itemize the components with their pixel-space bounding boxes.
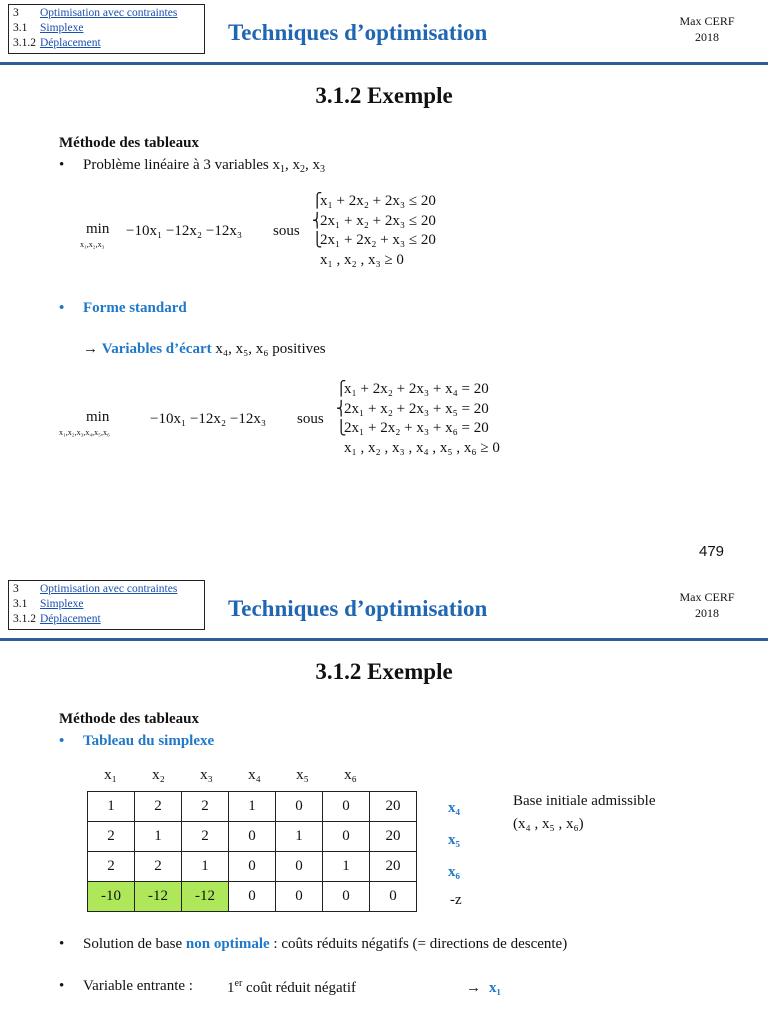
slide-heading: 3.1.2 Exemple bbox=[315, 83, 453, 108]
col-header: x₁ bbox=[104, 767, 117, 783]
constraint-brace: ⎧ ⎨ ⎩ bbox=[312, 194, 323, 248]
simplex-tableau bbox=[87, 791, 417, 912]
table-cell: 1 bbox=[88, 792, 135, 822]
arrow: → bbox=[466, 980, 481, 996]
table-cell-negative-cost: -12 bbox=[182, 882, 229, 912]
table-cell: 0 bbox=[229, 852, 276, 882]
table-cell: 1 bbox=[135, 822, 182, 852]
table-cell: 0 bbox=[323, 822, 370, 852]
variables-ecart-line: → Variables d’écart x₄, x₅, x₆ positives bbox=[83, 341, 326, 357]
author-name: Max CERF bbox=[679, 14, 735, 28]
entrante-variable: x₁ bbox=[489, 980, 501, 996]
table-row bbox=[88, 822, 417, 852]
table-row bbox=[88, 792, 417, 822]
table-cell: 2 bbox=[135, 792, 182, 822]
section-title: Méthode des tableaux bbox=[59, 135, 199, 151]
table-cell: 2 bbox=[88, 852, 135, 882]
breadcrumb: 3 Optimisation avec contraintes 3.1 Simplexe 3.1.2 Déplacement bbox=[8, 580, 205, 630]
bullet-text: Problème linéaire à 3 variables $x_1$, $x_2$, $x_3$ bbox=[83, 157, 326, 175]
breadcrumb: 3 Optimisation avec contraintes 3.1 Simplexe 3.1.2 Déplacement bbox=[8, 4, 205, 54]
table-cell: 2 bbox=[182, 792, 229, 822]
col-header: x₅ bbox=[296, 767, 309, 783]
table-cell: 2 bbox=[88, 822, 135, 852]
slide-heading: 3.1.2 Exemple bbox=[315, 659, 453, 684]
author-name: Max CERF bbox=[679, 590, 735, 604]
sous-label: sous bbox=[297, 411, 324, 427]
bullet-dot: • bbox=[59, 733, 65, 749]
header-rule bbox=[0, 638, 768, 641]
table-cell: 0 bbox=[323, 882, 370, 912]
col-header: x₄ bbox=[248, 767, 261, 783]
table-cell: 2 bbox=[182, 822, 229, 852]
table-cell: 0 bbox=[276, 882, 323, 912]
bullet-dot: • bbox=[59, 157, 65, 173]
forme-standard-label: Forme standard bbox=[83, 300, 187, 316]
page-number: 479 bbox=[699, 543, 725, 560]
table-row-cost bbox=[88, 882, 417, 912]
table-cell: 0 bbox=[229, 882, 276, 912]
table-row bbox=[88, 852, 417, 882]
table-cell: 0 bbox=[276, 792, 323, 822]
objective: −10x₁ −12x₂ −12x₃ bbox=[126, 223, 243, 239]
table-cell: 1 bbox=[323, 852, 370, 882]
author-year: 2018 bbox=[695, 606, 719, 620]
bullet-dot: • bbox=[59, 300, 65, 316]
table-cell: 0 bbox=[229, 822, 276, 852]
nav-link-optimisation[interactable]: Optimisation avec contraintes bbox=[40, 7, 178, 19]
table-cell: 1 bbox=[276, 822, 323, 852]
nav-link-deplacement[interactable]: Déplacement bbox=[40, 37, 101, 49]
row-label-basis: x₆ bbox=[448, 864, 460, 880]
table-cell: 20 bbox=[370, 852, 417, 882]
table-cell: 1 bbox=[182, 852, 229, 882]
author-year: 2018 bbox=[695, 30, 719, 44]
section-title: Méthode des tableaux bbox=[59, 711, 199, 727]
bullet-dot: • bbox=[59, 936, 65, 952]
base-text: Base initiale admissible bbox=[513, 793, 656, 809]
nav-link-optimisation[interactable]: Optimisation avec contraintes bbox=[40, 583, 178, 595]
header-rule bbox=[0, 62, 768, 65]
variable-entrante-label: Variable entrante : bbox=[83, 978, 193, 994]
row-label-objective: -z bbox=[450, 892, 462, 908]
bullet-dot: • bbox=[59, 978, 65, 994]
nav-link-simplexe[interactable]: Simplexe bbox=[40, 22, 84, 34]
constraint-brace: ⎧ ⎨ ⎩ bbox=[336, 382, 347, 436]
objective: −10x₁ −12x₂ −12x₃ bbox=[150, 411, 267, 427]
col-header: x₆ bbox=[344, 767, 357, 783]
nav-link-deplacement[interactable]: Déplacement bbox=[40, 613, 101, 625]
table-cell-negative-cost: -10 bbox=[88, 882, 135, 912]
solution-line: Solution de base non optimale : coûts réduits négatifs (= directions de descente) bbox=[83, 936, 568, 952]
base-vars: (x₄ , x₅ , x₆) bbox=[513, 816, 584, 832]
page-title: Techniques d’optimisation bbox=[228, 20, 488, 45]
constraint-system: x₁ + 2x₂ + 2x₃ + x₄ = 20 2x₁ + x₂ + 2x₃ + x₅ = 20 2x₁ + 2x₂ + x₃ + x₆ = 20 x₁ , x₂ , x₃ , x₄ , x₅ , x₆ ≥ 0 bbox=[344, 381, 500, 456]
col-header: x₂ bbox=[152, 767, 165, 783]
min-label: min bbox=[86, 221, 110, 237]
table-cell: 1 bbox=[229, 792, 276, 822]
table-cell: 20 bbox=[370, 822, 417, 852]
tableau-label: Tableau du simplexe bbox=[83, 733, 215, 749]
min-subscript: x₁,x₂,x₃ bbox=[80, 240, 105, 249]
table-cell: 0 bbox=[276, 852, 323, 882]
constraint-system: x₁ + 2x₂ + 2x₃ ≤ 20 2x₁ + x₂ + 2x₃ ≤ 20 2x₁ + 2x₂ + x₃ ≤ 20 x₁ , x₂ , x₃ ≥ 0 bbox=[320, 193, 436, 268]
row-label-basis: x₅ bbox=[448, 832, 460, 848]
min-label: min bbox=[86, 409, 110, 425]
table-cell: 20 bbox=[370, 792, 417, 822]
row-label-basis: x₄ bbox=[448, 800, 460, 816]
table-cell: 0 bbox=[323, 792, 370, 822]
page-title: Techniques d’optimisation bbox=[228, 596, 488, 621]
col-header: x₃ bbox=[200, 767, 213, 783]
table-cell-negative-cost: -12 bbox=[135, 882, 182, 912]
cout-reduit-text: 1er coût réduit négatif bbox=[227, 978, 356, 996]
table-cell: 0 bbox=[370, 882, 417, 912]
sous-label: sous bbox=[273, 223, 300, 239]
author-block bbox=[672, 13, 742, 45]
table-cell: 2 bbox=[135, 852, 182, 882]
min-subscript: x₁,x₂,x₃,x₄,x₅,x₆ bbox=[59, 428, 110, 437]
author-block bbox=[672, 589, 742, 621]
nav-link-simplexe[interactable]: Simplexe bbox=[40, 598, 84, 610]
